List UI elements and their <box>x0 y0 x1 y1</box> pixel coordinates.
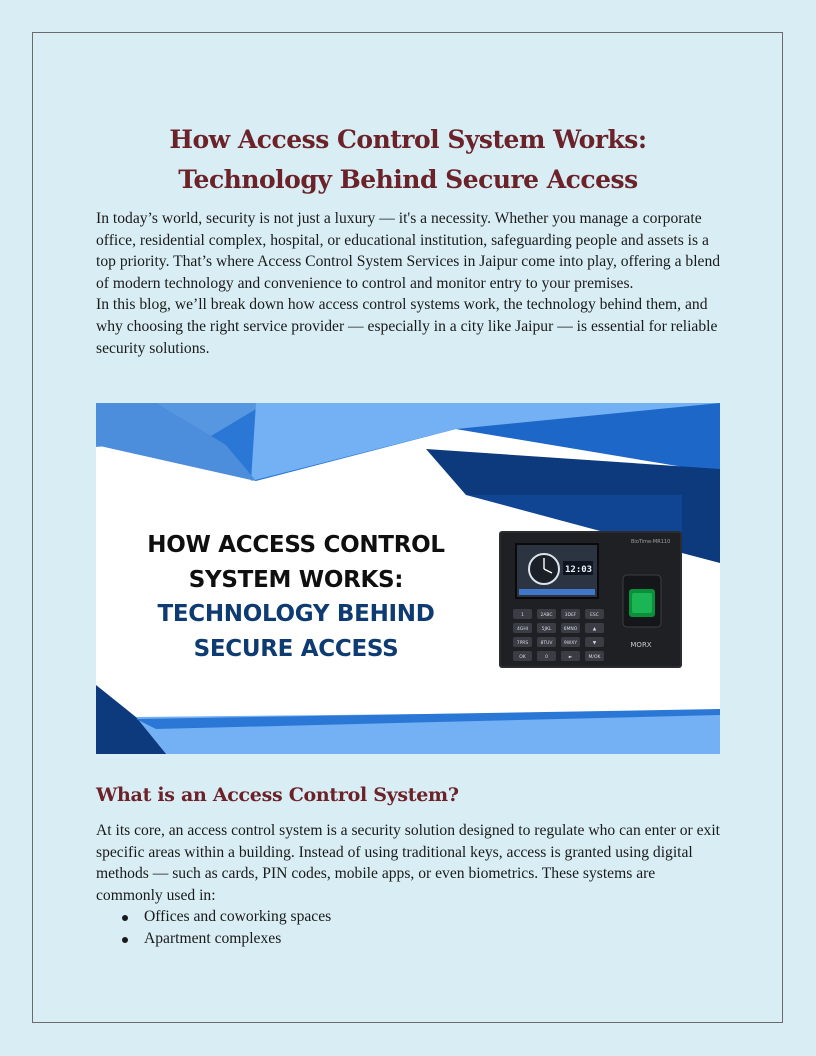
banner-line-2: SYSTEM WORKS: <box>188 566 404 593</box>
device-brand: MORX <box>630 641 652 649</box>
device-key-label: ► <box>568 655 573 660</box>
intro-text <box>96 208 722 359</box>
bullet-icon <box>122 915 128 921</box>
device-key-label: 1 <box>521 613 524 618</box>
list-item <box>96 928 722 950</box>
banner-heading <box>126 528 466 666</box>
device-key-label: 6MNO <box>563 627 578 632</box>
banner-line-1: HOW ACCESS CONTROL <box>147 532 445 558</box>
intro-paragraph-2: In this blog, we’ll break down how access control systems work, the technology behind them, and why choosing the right service provider — especially in a city like Jaipur — is essential for reliable security solutions. <box>96 296 718 357</box>
section-body <box>96 820 722 950</box>
device-key-label: 5JKL <box>541 627 552 632</box>
banner-image <box>96 403 720 754</box>
device-key-label: M/OK <box>588 655 601 660</box>
banner-line-3: TECHNOLOGY BEHIND <box>157 601 435 627</box>
page-title: How Access Control System Works: Technology Behind Secure Access <box>169 125 647 194</box>
list-item-text: Offices and coworking spaces <box>144 908 332 926</box>
device-key-label: ▲ <box>592 627 597 632</box>
bullet-icon <box>122 937 128 943</box>
bullet-list <box>96 906 722 949</box>
device-key-label: ▼ <box>592 641 597 646</box>
list-item-text: Apartment complexes <box>144 929 282 947</box>
device-key-label: 8TUV <box>540 641 553 646</box>
device-key-label: 9WXY <box>563 641 578 646</box>
section-paragraph: At its core, an access control system is a security solution designed to regulate who can enter or exit specific areas within a building. Instead of using traditional keys, access is granted using digital methods — such as cards, PIN codes, mobile apps, or even biometrics. These systems are commonly used in: <box>96 822 721 904</box>
device-key-label: 2ABC <box>540 613 553 618</box>
list-item <box>96 906 722 928</box>
section-heading: What is an Access Control System? <box>96 784 459 806</box>
device-key-label: 0 <box>545 655 548 660</box>
device-clock: 12:03 <box>565 565 593 575</box>
device-key-label: 4GHI <box>516 627 529 632</box>
banner-line-4: SECURE ACCESS <box>193 635 399 662</box>
biometric-terminal-device <box>499 531 682 668</box>
device-key-label: 3DEF <box>564 613 577 618</box>
device-model-label: BioTime-MR110 <box>631 539 671 545</box>
device-key-label: OK <box>519 655 526 660</box>
device-key-label: 7PRS <box>516 641 529 646</box>
intro-paragraph-1: In today’s world, security is not just a luxury — it's a necessity. Whether you manage a corporate office, residential complex, hospital, or educational institution, safeguarding people and assets is a top priority. That’s where Access Control System Services in Jaipur come into play, offering a blend of modern technology and convenience to control and monitor entry to your premises. <box>96 210 721 292</box>
device-key-label: ESC <box>590 613 599 618</box>
